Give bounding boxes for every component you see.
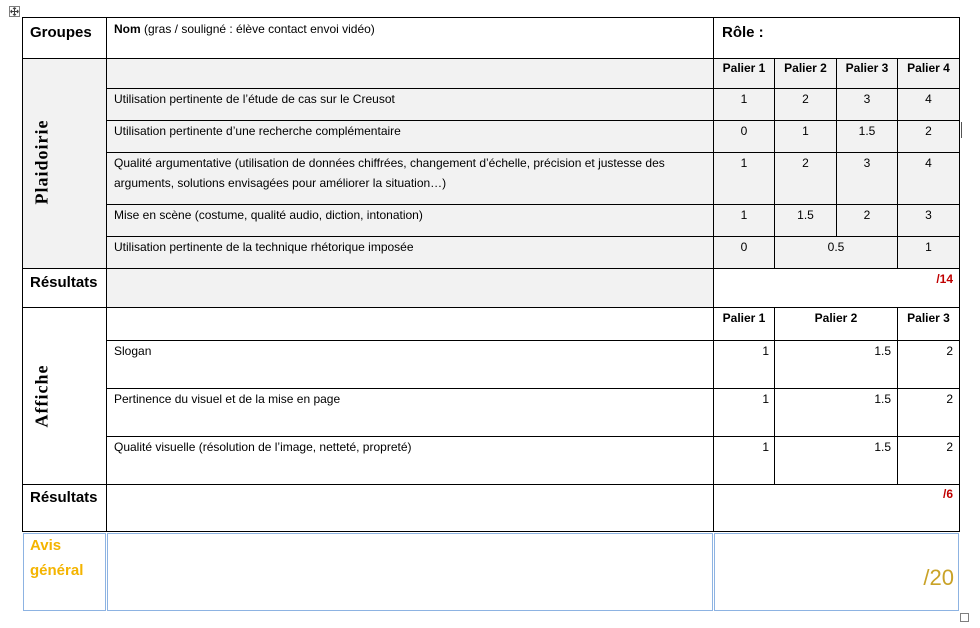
criterion-label: Pertinence du visuel et de la mise en page: [114, 392, 341, 406]
criterion-label: Qualité visuelle (résolution de l’image, netteté, propreté): [114, 440, 412, 454]
table-resize-handle-icon[interactable]: [960, 613, 969, 622]
avis-comment-cell[interactable]: [107, 533, 713, 611]
score-cell: 2: [802, 156, 809, 170]
criterion-label: Utilisation pertinente de l’étude de cas sur le Creusot: [114, 92, 395, 106]
score-cell: 2: [946, 440, 953, 454]
score-cell: 1: [740, 92, 748, 106]
score-cell: 4: [925, 156, 932, 170]
criterion-label-line-1: Qualité argumentative (utilisation de données chiffrées, changement d’échelle, précision et justesse des: [114, 156, 665, 170]
affiche-section-label: Affiche: [31, 364, 52, 428]
criterion-label: Slogan: [114, 344, 152, 358]
criterion-label: Utilisation pertinente de la technique rhétorique imposée: [114, 240, 414, 254]
score-cell: 0: [740, 124, 748, 138]
nom-instructions: [114, 19, 375, 39]
score-cell: 2: [802, 92, 809, 106]
criterion-label: Mise en scène (costume, qualité audio, diction, intonation): [114, 208, 423, 222]
plaidoirie-palier-2: Palier 2: [784, 61, 827, 75]
score-cell: 1.5: [874, 344, 891, 358]
plaidoirie-results-label: Résultats: [30, 274, 98, 291]
score-cell: 2: [946, 344, 953, 358]
affiche-results-label: Résultats: [30, 489, 98, 506]
plaidoirie-palier-4: Palier 4: [907, 61, 950, 75]
score-cell: 1.5: [858, 124, 876, 138]
score-cell: 1: [762, 344, 769, 358]
score-cell: 0: [740, 240, 748, 254]
plaidoirie-palier-3: Palier 3: [845, 61, 889, 75]
criterion-label-line-2: arguments, solutions envisagées pour améliorer la situation…): [114, 176, 447, 190]
score-cell: 1.5: [797, 208, 814, 222]
affiche-results-total: /6: [942, 487, 953, 501]
score-cell: 3: [863, 92, 871, 106]
groupes-label: Groupes: [30, 24, 92, 41]
criterion-label: Utilisation pertinente d’une recherche complémentaire: [114, 124, 401, 138]
score-cell: 1: [740, 208, 748, 222]
plaidoirie-palier-1: Palier 1: [722, 61, 766, 75]
score-cell: 1.5: [874, 440, 891, 454]
score-cell: 2: [946, 392, 953, 406]
score-cell: 1: [802, 124, 809, 138]
plaidoirie-section-label: Plaidoirie: [31, 119, 52, 205]
nom-bold: Nom: [114, 22, 141, 36]
score-cell: 1.5: [874, 392, 891, 406]
nom-rest: (gras / souligné : élève contact envoi vidéo): [140, 22, 375, 36]
plaidoirie-results-total: /14: [936, 272, 953, 286]
score-cell: 0.5: [827, 240, 845, 254]
score-cell: 3: [863, 156, 871, 170]
score-cell: 1: [740, 156, 748, 170]
score-cell: 4: [925, 92, 932, 106]
avis-total: /20: [923, 565, 954, 590]
table-move-handle-icon[interactable]: [9, 6, 20, 17]
affiche-palier-1: Palier 1: [722, 311, 766, 325]
score-cell: 3: [925, 208, 932, 222]
affiche-palier-3: Palier 3: [907, 311, 950, 325]
score-cell: 1: [925, 240, 932, 254]
score-cell: 2: [925, 124, 932, 138]
avis-label-line-2: général: [30, 562, 84, 579]
score-cell: 2: [863, 208, 871, 222]
avis-label-line-1: Avis: [30, 537, 62, 554]
score-cell: 1: [762, 440, 769, 454]
affiche-palier-2: Palier 2: [814, 311, 858, 325]
role-label: Rôle :: [722, 24, 764, 41]
score-cell: 1: [762, 392, 769, 406]
